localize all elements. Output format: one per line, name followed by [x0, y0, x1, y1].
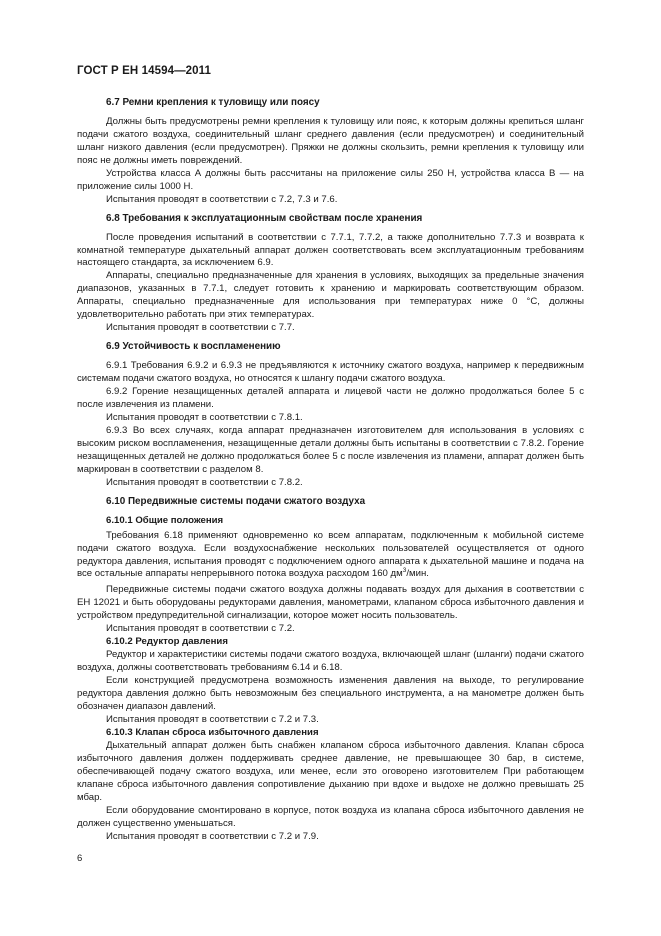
paragraph: Если оборудование смонтировано в корпусе, поток воздуха из клапана сброса избыточного давления не должен существенно уменьшаться. [77, 804, 584, 829]
section-6-8-title: 6.8 Требования к эксплуатационным свойствам после хранения [106, 212, 423, 224]
test-reference: Испытания проводят в соответствии с 7.7. [106, 322, 295, 334]
test-reference: Испытания проводят в соответствии с 7.2 и 7.3. [106, 713, 319, 725]
paragraph-text-end: /мин. [406, 568, 429, 580]
section-6-10-2-title: 6.10.2 Редуктор давления [106, 636, 228, 648]
paragraph [77, 530, 584, 582]
clause-6-9-3: 6.9.3 Во всех случаях, когда аппарат предназначен изготовителем для использования в условиях с высоким риском воспламенения, незащищенные детали должны быть испытаны в соответствии с 7.8.2. Горение незащищенных деталей не должно продолжаться более 5 с после извлечения из пламени, аппарат должен быть маркирован в соответствии с разделом 8. [77, 424, 584, 475]
paragraph: Редуктор и характеристики системы подачи сжатого воздуха, включающей шланг (шланги) подачи сжатого воздуха, должны соответствовать требованиям 6.14 и 6.18. [77, 649, 584, 674]
paragraph: Аппараты, специально предназначенные для хранения в условиях, выходящих за предельные значения диапазонов, указанных в 7.7.1, следует готовить к хранению и маркировать соответствующим образом. Аппараты, специально предназначенные для использования при температурах ниже 0 °С, должны удовлетворительно работать при этих температурах. [77, 270, 584, 321]
paragraph: Устройства класса А должны быть рассчитаны на приложение силы 250 Н, устройства класса В — на приложение силы 1000 Н. [77, 167, 584, 192]
section-6-10-title: 6.10 Передвижные системы подачи сжатого воздуха [106, 495, 366, 507]
document-header: ГОСТ Р ЕН 14594—2011 [77, 65, 212, 77]
paragraph: После проведения испытаний в соответствии с 7.7.1, 7.7.2, а также дополнительно 7.7.3 и возврата к комнатной температуре дыхательный аппарат должен соответствовать всем эксплуатационным требованиям настоящего стандарта, за исключением 6.9. [77, 231, 584, 269]
test-reference: Испытания проводят в соответствии с 7.2 и 7.9. [106, 830, 319, 842]
page-number: 6 [77, 853, 83, 864]
section-6-9-title: 6.9 Устойчивость к воспламенению [106, 341, 281, 353]
document-body [77, 91, 584, 843]
paragraph: Если конструкцией предусмотрена возможность изменения давления на выходе, то регулирование редуктора давления должно быть невозможным без специального инструмента, а на манометре должен быть обозначен диапазон давлений. [77, 675, 584, 712]
test-reference: Испытания проводят в соответствии с 7.2, 7.3 и 7.6. [106, 193, 338, 205]
section-6-10-1-title: 6.10.1 Общие положения [106, 514, 224, 526]
paragraph: Передвижные системы подачи сжатого воздуха должны подавать воздух для дыхания в соответствии с ЕН 12021 и быть оборудованы редукторами давления, манометрами, клапаном сброса избыточного давления и устройством предупредительной сигнализации, которое может носить пользователь. [77, 584, 584, 622]
paragraph: Дыхательный аппарат должен быть снабжен клапаном сброса избыточного давления. Клапан сброса избыточного давления должен поддерживать среднее давление, не превышающее 30 бар, в системе, обеспечивающей подачу сжатого воздуха, или менее, если это оговорено изготовителем При работающем клапане сброса избыточного давления сопротивление дыханию при вдохе и выдохе не должно превышать 25 мбар. [77, 739, 584, 803]
section-6-7-title: 6.7 Ремни крепления к туловищу или поясу [106, 97, 320, 108]
test-reference: Испытания проводят в соответствии с 7.8.1. [106, 411, 303, 423]
paragraph-text: Требования 6.18 применяют одновременно ко всем аппаратам, подключенным к мобильной системе подачи сжатого воздуха. Если воздухоснабжение нескольких пользователей осуществляется от одного редуктора давления, испытания проводят с подключением одного аппарата к дыхательной машине и подача на все остальные аппараты непрерывного потока воздуха расходом 160 дм [77, 529, 584, 580]
paragraph: Должны быть предусмотрены ремни крепления к туловищу или пояс, к которым должны крепиться шланг подачи сжатого воздуха, соединительный шланг среднего давления (если предусмотрен) и соединительный шланг низкого давления (если предусмотрен). Пряжки не должны скользить, ремни крепления к туловищу или пояс не должны иметь повреждений. [77, 115, 584, 166]
test-reference: Испытания проводят в соответствии с 7.8.2. [106, 476, 303, 488]
section-6-10-3-title: 6.10.3 Клапан сброса избыточного давления [106, 726, 319, 738]
superscript: 3 [402, 567, 407, 575]
clause-6-9-2: 6.9.2 Горение незащищенных деталей аппарата и лицевой части не должно продолжаться более 5 с после извлечения из пламени. [77, 386, 584, 411]
clause-6-9-1: 6.9.1 Требования 6.9.2 и 6.9.3 не предъявляются к источнику сжатого воздуха, например к передвижным системам подачи сжатого воздуха, но относятся к шлангу подачи сжатого воздуха. [77, 360, 584, 385]
test-reference: Испытания проводят в соответствии с 7.2. [106, 623, 295, 635]
